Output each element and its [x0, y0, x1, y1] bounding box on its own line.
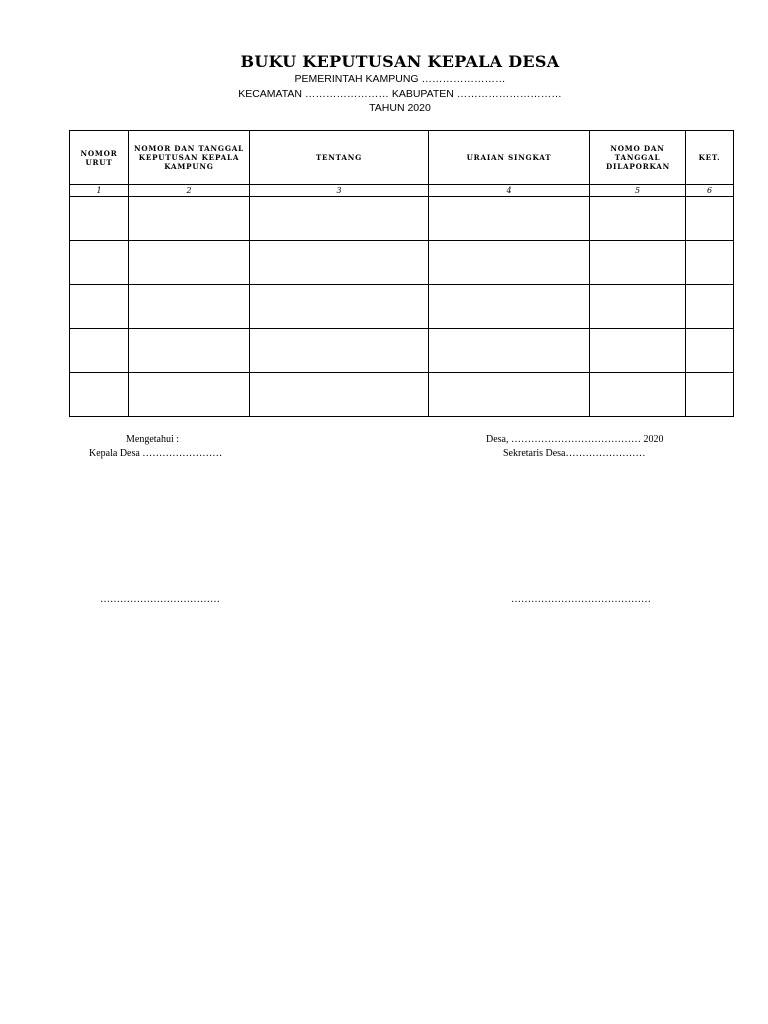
- column-header-nomor-tanggal-dilaporkan: NOMO DAN TANGGAL DILAPORKAN: [590, 131, 686, 185]
- column-number: 6: [686, 185, 734, 197]
- district-regency-line: KECAMATAN …………………… KABUPATEN …………………………: [238, 88, 562, 100]
- table-cell: [70, 197, 129, 241]
- table-cell: [70, 285, 129, 329]
- table-cell: [129, 197, 250, 241]
- table-cell: [250, 329, 429, 373]
- table-cell: [590, 285, 686, 329]
- table-cell: [686, 197, 734, 241]
- table-cell: [429, 241, 590, 285]
- table-cell: [686, 241, 734, 285]
- table-cell: [429, 373, 590, 417]
- table-cell: [686, 285, 734, 329]
- village-secretary-role: Sekretaris Desa……………………: [503, 448, 646, 459]
- table-cell: [590, 241, 686, 285]
- table-cell: [129, 373, 250, 417]
- table-cell: [686, 329, 734, 373]
- table-cell: [590, 329, 686, 373]
- column-number: 1: [70, 185, 129, 197]
- column-header-uraian-singkat: URAIAN SINGKAT: [429, 131, 590, 185]
- table-row: [70, 373, 734, 417]
- column-header-nomor-tanggal-keputusan: NOMOR DAN TANGGAL KEPUTUSAN KEPALA KAMPUNG: [129, 131, 250, 185]
- table-cell: [250, 373, 429, 417]
- table-header-row: [70, 131, 734, 185]
- year-line: TAHUN 2020: [369, 102, 431, 114]
- column-number-row: [70, 185, 734, 197]
- table-row: [70, 285, 734, 329]
- column-number: 5: [590, 185, 686, 197]
- place-date-line: Desa, ………………………………… 2020: [486, 434, 664, 445]
- table-cell: [70, 241, 129, 285]
- column-header-nomor-urut: NOMOR URUT: [70, 131, 129, 185]
- table-cell: [590, 197, 686, 241]
- column-header-keterangan: KET.: [686, 131, 734, 185]
- column-number: 4: [429, 185, 590, 197]
- table-cell: [429, 285, 590, 329]
- table-cell: [250, 285, 429, 329]
- table-row: [70, 241, 734, 285]
- table-cell: [129, 329, 250, 373]
- table-cell: [686, 373, 734, 417]
- village-head-role: Kepala Desa ……………………: [89, 448, 223, 459]
- table-cell: [429, 197, 590, 241]
- column-number: 3: [250, 185, 429, 197]
- village-secretary-name-line: ……………………………………: [511, 594, 651, 605]
- decision-ledger-table: [69, 130, 734, 417]
- document-title: BUKU KEPUTUSAN KEPALA DESA: [240, 52, 560, 71]
- village-head-name-line: ………………………………: [100, 594, 220, 605]
- table-cell: [250, 197, 429, 241]
- table-cell: [429, 329, 590, 373]
- table-cell: [250, 241, 429, 285]
- column-number: 2: [129, 185, 250, 197]
- table-cell: [129, 285, 250, 329]
- acknowledged-by-caption: Mengetahui :: [126, 434, 180, 445]
- government-line: PEMERINTAH KAMPUNG ……………………: [294, 73, 506, 85]
- table-cell: [70, 373, 129, 417]
- table-cell: [70, 329, 129, 373]
- column-header-tentang: TENTANG: [250, 131, 429, 185]
- table-cell: [590, 373, 686, 417]
- table-cell: [129, 241, 250, 285]
- table-row: [70, 197, 734, 241]
- table-row: [70, 329, 734, 373]
